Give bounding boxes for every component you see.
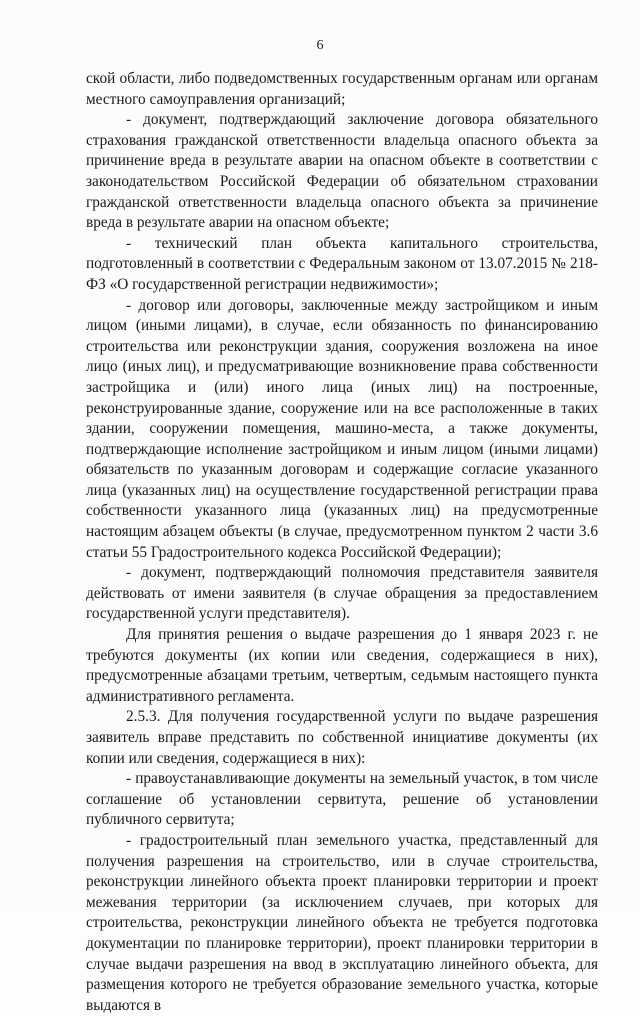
page-number: 6 (316, 38, 324, 53)
paragraph: - договор или договоры, заключенные между застройщиком и иным лицом (иными лицами), в случае, если обязанность по финансированию строительства или реконструкции здания, сооружения возложена на иное лицо (иных лиц), и предусматривающие возникновение права собственности застройщика и (или) иного лица (иных лиц) на построенные, реконструированные здание, сооружение или на все расположенные в таких здании, сооружении помещения, машино-места, а также документы, подтверждающие исполнение застройщиком и иным лицом (иными лицами) обязательств по указанным договорам и содержащие согласие указанного лица (указанных лиц) на осуществление государственной регистрации права собственности указанного лица (указанных лиц) на предусмотренные настоящим абзацем объекты (в случае, предусмотренном пунктом 2 части 3.6 статьи 55 Градостроительного кодекса Российской Федерации); (86, 296, 598, 561)
paragraph: - документ, подтверждающий полномочия представителя заявителя действовать от имени заявителя (в случае обращения за предоставлением государственной услуги представителя). (86, 564, 598, 623)
paragraph: - правоустанавливающие документы на земельный участок, в том числе соглашение об установлении сервитута, решение об установлении публичного сервитута; (86, 770, 598, 829)
paragraph: 2.5.3. Для получения государственной услуги по выдаче разрешения заявитель вправе представить по собственной инициативе документы (их копии или сведения, содержащиеся в них): (86, 708, 598, 767)
document-body (86, 69, 598, 1016)
paragraph: ской области, либо подведомственных государственным органам или органам местного самоуправления организаций; (86, 70, 598, 108)
paragraph: Для принятия решения о выдаче разрешения до 1 января 2023 г. не требуются документы (их копии или сведения, содержащиеся в них), предусмотренные абзацами третьим, четвертым, седьмым настоящего пункта административного регламента. (86, 626, 598, 705)
paragraph: - градостроительный план земельного участка, представленный для получения разрешения на строительство, или в случае строительства, реконструкции линейного объекта проект планировки территории и проект межевания территории (за исключением случаев, при которых для строительства, реконструкции линейного объекта не требуется подготовка документации по планировке территории), проект планировки территории в случае выдачи разрешения на ввод в эксплуатацию линейного объекта, для размещения которого не требуется образование земельного участка, которые выдаются в (86, 831, 598, 1014)
paragraph: - документ, подтверждающий заключение договора обязательного страхования гражданской ответственности владельца опасного объекта за причинение вреда в результате аварии на опасном объекте в соответствии с законодательством Российской Федерации об обязательном страховании гражданской ответственности владельца опасного объекта за причинение вреда в результате аварии на опасном объекте; (86, 111, 598, 232)
paragraph: - технический план объекта капитального строительства, подготовленный в соответствии с Федеральным законом от 13.07.2015 № 218-ФЗ «О государственной регистрации недвижимости»; (86, 234, 598, 293)
